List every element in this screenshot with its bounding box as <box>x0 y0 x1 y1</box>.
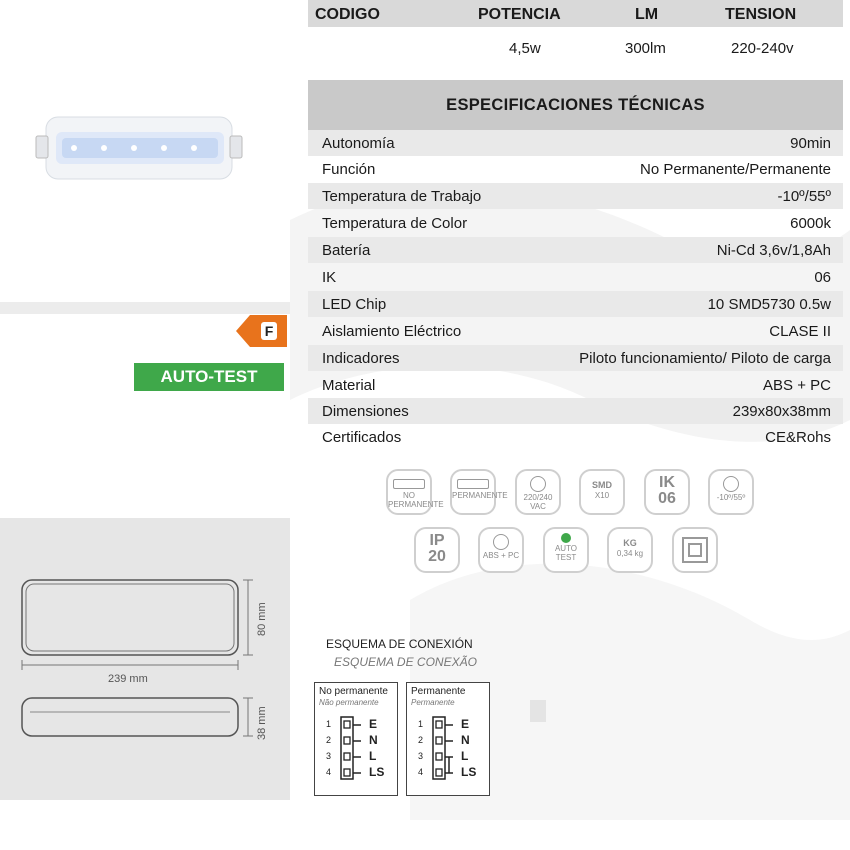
spec-row <box>308 398 843 424</box>
terminal-label: E <box>369 717 378 731</box>
spec-row <box>308 318 843 344</box>
value-tension: 220-240v <box>731 40 794 57</box>
dimension-drawing-panel <box>0 518 290 800</box>
autotest-badge: AUTO-TEST <box>134 363 284 391</box>
schema-box-title: Permanente <box>411 686 466 697</box>
permanente-icon <box>450 469 508 515</box>
material-icon <box>478 527 524 573</box>
icon-label: IK <box>659 474 675 491</box>
autotest-icon <box>543 527 589 573</box>
terminal-label: N <box>369 733 378 747</box>
spec-label: Temperatura de Color <box>322 215 468 232</box>
terminal-label: LS <box>369 765 385 779</box>
spec-row <box>308 156 843 182</box>
terminal-number: 2 <box>326 735 332 745</box>
spec-value: 90min <box>790 135 831 152</box>
schema-box-subtitle: Não permanente <box>319 698 379 707</box>
icon-caption: ABS + PC <box>482 551 520 560</box>
schema-box-subtitle: Permanente <box>411 698 455 707</box>
icon-label: SMD <box>592 480 612 490</box>
value-lm: 300lm <box>625 40 666 57</box>
spec-label: Certificados <box>322 429 402 446</box>
terminal-number: 1 <box>418 719 424 729</box>
spec-label: Dimensiones <box>322 403 409 420</box>
icon-caption: X10 <box>594 491 610 500</box>
spec-row <box>308 183 843 209</box>
icon-caption: 220/240 VAC <box>523 493 553 511</box>
value-potencia: 4,5w <box>509 40 541 57</box>
header-tension: TENSION <box>725 6 797 23</box>
spec-value: No Permanente/Permanente <box>640 161 831 178</box>
spec-label: IK <box>322 269 337 286</box>
spec-row <box>308 210 843 236</box>
spec-row <box>308 237 843 263</box>
spec-label: LED Chip <box>322 296 387 313</box>
spec-value: 239x80x38mm <box>732 403 831 420</box>
spec-value: ABS + PC <box>763 377 831 394</box>
temperature-icon <box>708 469 754 515</box>
icon-caption: 0,34 kg <box>616 549 644 558</box>
header-lm: LM <box>635 6 659 23</box>
icon-caption: PERMANENTE <box>452 491 508 500</box>
spec-row <box>308 424 843 450</box>
icon-caption: -10º/55º <box>716 493 746 502</box>
spec-row <box>308 130 843 156</box>
terminal-number: 3 <box>326 751 332 761</box>
terminal-number: 1 <box>326 719 332 729</box>
icon-value: 06 <box>658 490 676 507</box>
spec-value: CE&Rohs <box>765 429 831 446</box>
spec-row <box>308 372 843 398</box>
spec-label: Temperatura de Trabajo <box>322 188 482 205</box>
ip-icon <box>414 527 460 573</box>
spec-label: Batería <box>322 242 371 259</box>
terminal-number: 4 <box>418 767 424 777</box>
spec-value: CLASE II <box>769 323 831 340</box>
header-codigo: CODIGO <box>315 6 380 23</box>
left-strip <box>0 302 290 314</box>
schema-box-title: No permanente <box>319 686 388 697</box>
spec-value: 6000k <box>790 215 831 232</box>
header-values <box>308 0 843 70</box>
schema-box-no-permanente <box>314 682 398 796</box>
schema-box-permanente <box>406 682 490 796</box>
terminal-number: 2 <box>418 735 424 745</box>
spec-label: Indicadores <box>322 350 400 367</box>
schema-title: ESQUEMA DE CONEXIÓN <box>326 637 473 651</box>
header-potencia: POTENCIA <box>478 6 561 23</box>
spec-label: Autonomía <box>322 135 395 152</box>
icon-value: 20 <box>428 548 446 565</box>
terminal-label: N <box>461 733 470 747</box>
terminal-label: L <box>369 749 377 763</box>
energy-label-letter: F <box>264 323 274 339</box>
dimension-width-label: 239 mm <box>108 673 148 685</box>
spec-value: 10 SMD5730 0.5w <box>707 296 831 313</box>
terminal-label: L <box>461 749 469 763</box>
spec-value: Piloto funcionamiento/ Piloto de carga <box>579 350 831 367</box>
terminal-label: LS <box>461 765 477 779</box>
decorative-block <box>530 700 546 722</box>
terminal-number: 3 <box>418 751 424 761</box>
dimension-drawing <box>0 518 290 800</box>
terminal-label: E <box>461 717 470 731</box>
weight-icon <box>607 527 653 573</box>
product-image <box>34 112 244 187</box>
spec-row <box>308 345 843 371</box>
schema-subtitle: ESQUEMA DE CONEXÃO <box>334 655 477 669</box>
class-ii-icon <box>672 527 718 573</box>
spec-value: -10º/55º <box>777 188 831 205</box>
no-permanente-icon <box>386 469 444 515</box>
ik-icon <box>644 469 690 515</box>
spec-row <box>308 264 843 290</box>
specs-title: ESPECIFICACIONES TÉCNICAS <box>308 80 843 130</box>
spec-label: Aislamiento Eléctrico <box>322 323 462 340</box>
icon-label: KG <box>623 538 637 548</box>
icon-label: IP <box>429 532 445 549</box>
icon-caption: NO PERMANENTE <box>388 491 444 509</box>
smd-icon <box>579 469 625 515</box>
spec-row <box>308 291 843 317</box>
dimension-height-label: 80 mm <box>256 602 268 636</box>
icon-caption: AUTO TEST <box>554 544 578 562</box>
voltage-icon <box>515 469 561 515</box>
spec-value: Ni-Cd 3,6v/1,8Ah <box>716 242 831 259</box>
green-dot-icon <box>561 533 571 543</box>
terminal-number: 4 <box>326 767 332 777</box>
dimension-depth-label: 38 mm <box>256 706 268 740</box>
spec-label: Función <box>322 161 376 178</box>
spec-label: Material <box>322 377 376 394</box>
spec-value: 06 <box>814 269 831 286</box>
